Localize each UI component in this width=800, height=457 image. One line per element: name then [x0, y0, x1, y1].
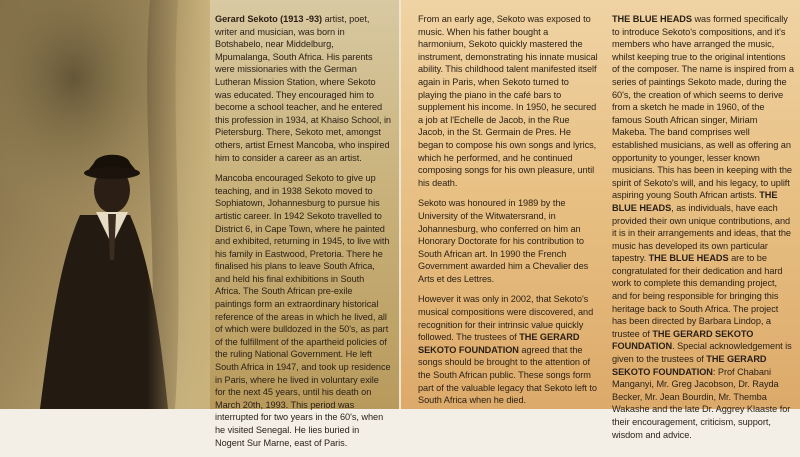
left-panel	[0, 0, 399, 448]
paragraph-music: From an early age, Sekoto was exposed to music. When his father bought a harmonium, Sekoto quickly mastered the instrument, demonstrating his innate musical ability. This childhood talent manifested itself again in Paris, when Sekoto turned to playing the piano in the café bars to supplement his income. In 1950, he secured a job at l'Echelle de Jacob, in the Rue Jacob, in the St. Germain de Pres. He began to compose his own songs and lyrics, which he performed, and he continued composing songs for his own pleasure, until his death.	[418, 14, 598, 188]
text-column-2	[418, 13, 598, 415]
portrait-photo	[0, 0, 210, 409]
artist-name-lead: Gerard Sekoto (1913 -93)	[215, 14, 323, 24]
paragraph-biography-career: Mancoba encouraged Sekoto to give up teaching, and in 1938 Sekoto moved to Sophiatown, Johannesburg to pursue his artistic career. In 1942 Sekoto travelled to District 6, in Cape Town, where he painted and exhibited, returning in 1945, to live with his family in Eastwood, Pretoria. There he finalised his plans to leave South Africa, and held his final exhibitions in South Africa. The South African pre-exile paintings form an extraordinary historical reference of the areas in which he lived, all of which were bulldozed in the 50's, as part of the fulfillment of the apartheid policies of the ruling National Government. He left South Africa in 1947, and took up residence in Paris, where he lived in voluntary exile for the next 45 years, until his death on March 20th, 1993. This period was interrupted for two years in the 60's, when he visited Senegal. He lies buried in Nogent Sur Marne, east of Paris.	[215, 173, 391, 448]
paragraph-honours: Sekoto was honoured in 1989 by the University of the Witwatersrand, in Johannesburg, who conferred on him an Honorary Doctorate for his contribution to South African art. In 1990 the French Government awarded him a Chevalier des Arts et des Lettres.	[418, 198, 589, 284]
paragraph-biography-intro: Gerard Sekoto (1913 -93) artist, poet, writer and musician, was born in Botshabelo, near Middelburg, Mpumalanga, South Africa. His parents were missionaries with the German Lutheran Mission Station, where Sekoto was educated. They encouraged him to become a school teacher, and he entered this profession in 1934, at Khaiso School, in Pietersburg. There, Sekoto met, amongst others, artist Ernest Mancoba, who inspired him to consider a career as an artist.	[215, 14, 391, 163]
paragraph-discovery: However it was only in 2002, that Sekoto's musical compositions were discovered, and recognition for their intrinsic value quickly followed. The trustees of THE GERARD SEKOTO FOUNDATION agreed that the songs should be brought to the attention of the South African public. These songs form part of the valuable legacy that Sekoto left to South Africa when he died.	[418, 294, 597, 406]
text-column-3	[612, 13, 794, 449]
paragraph-blue-heads: THE BLUE HEADS was formed specifically to introduce Sekoto's compositions, and it's members who have arranged the music, whilst keeping true to the original intentions of the composer. The name is inspired from a series of paintings Sekoto made, during the 60's, the creation of which seems to derive from a sketch he made in 1960, of the famous South African singer, Miriam Makeba. The band comprises well established musicians, as well as offering an opportunity to younger, lesser known musicians. This has been in keeping with the spirit of Sekoto's will, and his legacy, to uplift aspiring young South African artists. THE BLUE HEADS, as individuals, have each provided their own unique contributions, and it is in their arrangements and ideas, that the music has developed its own particular tapestry. THE BLUE HEADS are to be congratulated for their dedication and hard work to complete this demanding project, and for being responsible for bringing this heritage back to South Africa. The project has been directed by Barbara Lindop, a trustee of THE GERARD SEKOTO FOUNDATION. Special acknowledgement is given to the trustees of THE GERARD SEKOTO FOUNDATION: Prof Chabani Manganyi, Mr. Greg Jacobson, Dr. Rayda Becker, Mr. Jean Bourdin, Mr. Themba Wakashe and the late Dr. Aggrey Klaaste for their encouragement, criticism, support, wisdom and advice.	[612, 14, 794, 440]
text-column-1	[215, 13, 391, 457]
